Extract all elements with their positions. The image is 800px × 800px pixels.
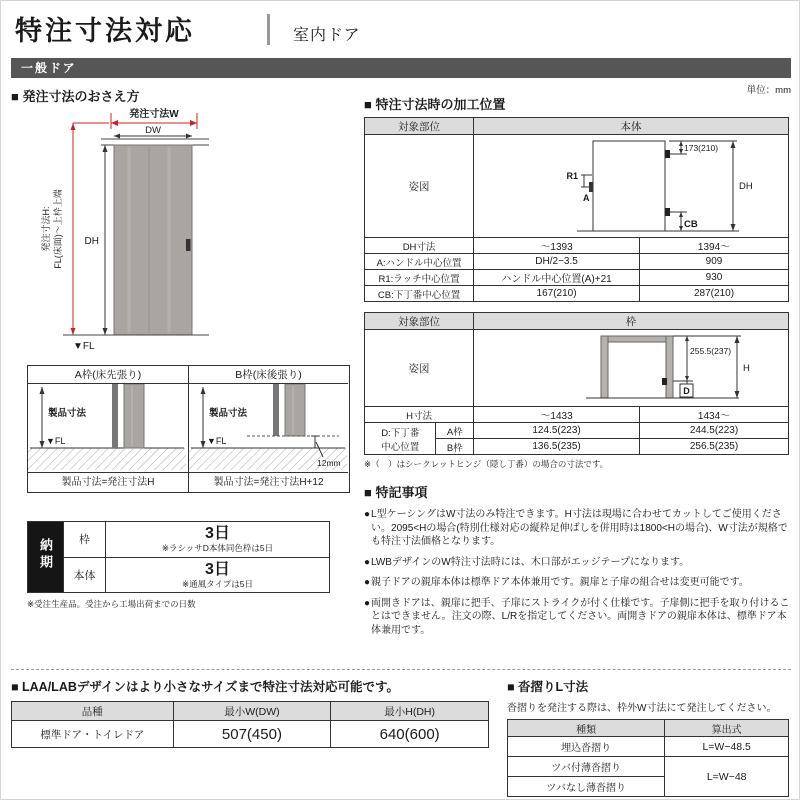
bullet-icon: ● [364, 577, 371, 588]
dim-cb-label: CB [684, 219, 698, 230]
min-size-title: ■ LAA/LABデザインはより小さなサイズまで特注寸法対応可能です。 [11, 680, 400, 694]
category-bar: 一般ドア [11, 58, 791, 78]
table-cell: 1394〜 [640, 238, 789, 254]
dim-h-label: H [743, 363, 750, 374]
row-label: R1:ラッチ中心位置 [365, 270, 474, 286]
column-header: 枠 [474, 313, 789, 330]
delivery-table [27, 521, 330, 593]
dim-dh-label: DH [84, 236, 99, 247]
sill-description: 沓摺りを発注する際は、枠外W寸法にて発注してください。 [507, 703, 777, 714]
panel-a-title: A枠(床先張り) [28, 366, 188, 384]
table-cell: 640(600) [331, 721, 489, 748]
processing-position-section [364, 85, 791, 637]
figure-label: 姿図 [365, 330, 474, 407]
delivery-days: 3日 [205, 560, 230, 578]
panel-b-gap-label: 12mm [317, 458, 341, 468]
column-header: 品種 [12, 702, 174, 721]
panel-a-formula: 製品寸法=発注寸法H [28, 472, 188, 492]
table-cell: L=W−48.5 [665, 737, 789, 757]
row-label: A:ハンドル中心位置 [365, 254, 474, 270]
door-order-diagram [11, 105, 351, 357]
door-leaf [114, 145, 192, 335]
table-row [365, 135, 789, 238]
delivery-note: ※ラシッサD本体同色枠は5日 [161, 543, 274, 554]
table-row [365, 118, 789, 135]
frame-figure-cell [474, 330, 789, 407]
sill-title: ■ 沓摺りL寸法 [507, 680, 589, 694]
frame-spec-table [364, 312, 789, 455]
table-row [365, 407, 789, 423]
dim-order-height-label-2: FL(床面)〜上枠上端 [53, 189, 63, 269]
delivery-footnote: ※受注生産品。受注から工場出荷までの日数 [27, 599, 196, 610]
table-cell: 〜1433 [474, 407, 640, 423]
table-row [365, 423, 789, 439]
column-header: 本体 [474, 118, 789, 135]
door-handle [186, 239, 191, 251]
note-text: 両開きドアは、親扉に把手、子扉にストライクが付く仕様です。子扉側に把手を取り付けることはできません。注文の際、L/Rを指定してください。両開きドアの親扉本体は、標準ドア本体兼用です。 [371, 597, 790, 636]
panel-b-frame [188, 366, 348, 492]
panel-b-title: B枠(床後張り) [189, 366, 348, 384]
row-label: H寸法 [365, 407, 474, 423]
note-item [364, 556, 791, 570]
table-cell: L=W−48 [665, 757, 789, 797]
table-cell: 244.5(223) [640, 423, 789, 439]
body-spec-table [364, 117, 789, 302]
table-cell: 167(210) [474, 286, 640, 302]
table-cell: 1434〜 [640, 407, 789, 423]
min-size-table [11, 701, 489, 748]
panel-a-frame [28, 366, 188, 492]
delivery-days: 3日 [205, 525, 230, 542]
table-row [508, 720, 789, 737]
body-figure-cell [474, 135, 789, 238]
note-item [364, 576, 791, 590]
note-text: LWBデザインのW特注寸法時には、木口部がエッジテープになります。 [371, 556, 690, 568]
delivery-label-cell: 納期 [28, 522, 64, 593]
table-cell: 909 [640, 254, 789, 270]
sill-section [507, 677, 791, 797]
bullet-icon: ● [364, 509, 371, 520]
table-cell: 256.5(235) [640, 439, 789, 455]
frame-sub-label: B枠 [436, 439, 474, 455]
panel-b-formula: 製品寸法=発注寸法H+12 [189, 472, 348, 492]
frame-processing-diagram [481, 332, 781, 404]
delivery-value [106, 557, 330, 593]
bullet-icon: ● [364, 556, 371, 568]
table-cell: 埋込沓摺り [508, 737, 665, 757]
column-header: 最小H(DH) [331, 702, 489, 721]
table-cell: 136.5(235) [474, 439, 640, 455]
hinge-upper [665, 150, 670, 158]
table-row [365, 270, 789, 286]
figure-label: 姿図 [365, 135, 474, 238]
panel-b-fl: ▼FL [207, 436, 227, 446]
fl-marker: ▼FL [73, 341, 95, 352]
column-header: 最小W(DW) [173, 702, 331, 721]
column-header: 種類 [508, 720, 665, 737]
panel-a-diagram [28, 384, 186, 472]
table-row [508, 737, 789, 757]
table-cell: 標準ドア・トイレドア [12, 721, 174, 748]
secret-hinge-footnote: ※（ ）はシークレットヒンジ（隠し丁番）の場合の寸法です。 [364, 459, 609, 469]
column-header: 対象部位 [365, 118, 474, 135]
table-row [508, 757, 789, 777]
bottom-divider [11, 669, 791, 670]
order-dimension-section [11, 89, 361, 610]
dim-top-hinge-label: 173(210) [684, 143, 719, 153]
panel-b-diagram [189, 384, 347, 472]
dim-dw-label: DW [145, 125, 161, 136]
table-row [12, 702, 489, 721]
table-row [28, 557, 330, 593]
table-row [365, 254, 789, 270]
dim-top-hinge-label: 255.5(237) [690, 346, 732, 356]
min-size-section [11, 677, 497, 748]
frame-sub-label: A枠 [436, 423, 474, 439]
hinge-mark [662, 378, 667, 385]
table-cell: 287(210) [640, 286, 789, 302]
dim-a-label: A [583, 193, 590, 203]
row-label: DH寸法 [365, 238, 474, 254]
sill-table [507, 719, 789, 797]
dim-order-width-label: 発注寸法W [129, 109, 179, 120]
row-label: CB:下丁番中心位置 [365, 286, 474, 302]
table-cell: 930 [640, 270, 789, 286]
column-header: 算出式 [665, 720, 789, 737]
table-row [365, 330, 789, 407]
frame-type-panels [27, 365, 350, 493]
hinge-lower [665, 208, 670, 216]
dim-order-height-label-1: 発注寸法H: [41, 206, 51, 252]
panel-a-fl: ▼FL [46, 436, 66, 446]
table-cell: 124.5(223) [474, 423, 640, 439]
table-cell: 〜1393 [474, 238, 640, 254]
note-item [364, 597, 791, 638]
notes-section-title: ■ 特記事項 [364, 485, 428, 500]
note-text: 親子ドアの親扉本体は標準ドア本体兼用です。親扉と子扉の組合せは変更可能です。 [371, 577, 749, 588]
panel-a-dim-label: 製品寸法 [48, 408, 87, 419]
page-title: 特注寸法対応 [15, 16, 195, 46]
processing-section-title: ■ 特注寸法時の加工位置 [364, 97, 506, 112]
dim-r1-label: R1 [566, 171, 579, 181]
table-row [365, 238, 789, 254]
table-cell: DH/2−3.5 [474, 254, 640, 270]
note-item [364, 508, 791, 549]
d-row-label: D:下丁番 中心位置 [365, 423, 436, 455]
body-processing-diagram [481, 137, 781, 235]
table-cell: ツバ付薄沓摺り [508, 757, 665, 777]
dim-d-label: D [683, 386, 690, 396]
delivery-value [106, 522, 330, 558]
table-row [12, 721, 489, 748]
table-cell: 507(450) [173, 721, 331, 748]
delivery-part: 本体 [64, 557, 106, 593]
table-row [365, 286, 789, 302]
delivery-note: ※通風タイプは5日 [182, 578, 253, 589]
panel-b-dim-label: 製品寸法 [209, 408, 248, 419]
note-text: L型ケーシングはW寸法のみ特注できます。H寸法は現場に合わせてカットしてご使用ください。2095<Hの場合(特別仕様対応の縦枠足伸ばしを併用時は1800<Hの場合)、W寸法が規格でも特注寸法価格となります。 [371, 509, 788, 547]
dim-dh-label: DH [739, 181, 753, 192]
title-divider [267, 14, 270, 45]
delivery-part: 枠 [64, 522, 106, 558]
bullet-icon: ● [364, 597, 371, 609]
unit-label: 単位：mm [746, 85, 791, 96]
table-row [365, 313, 789, 330]
order-section-title: ■ 発注寸法のおさえ方 [11, 89, 140, 104]
column-header: 対象部位 [365, 313, 474, 330]
table-cell: ハンドル中心位置(A)+21 [474, 270, 640, 286]
page-subtitle: 室内ドア [293, 27, 361, 44]
table-cell: ツバなし薄沓摺り [508, 777, 665, 797]
table-row [28, 522, 330, 558]
